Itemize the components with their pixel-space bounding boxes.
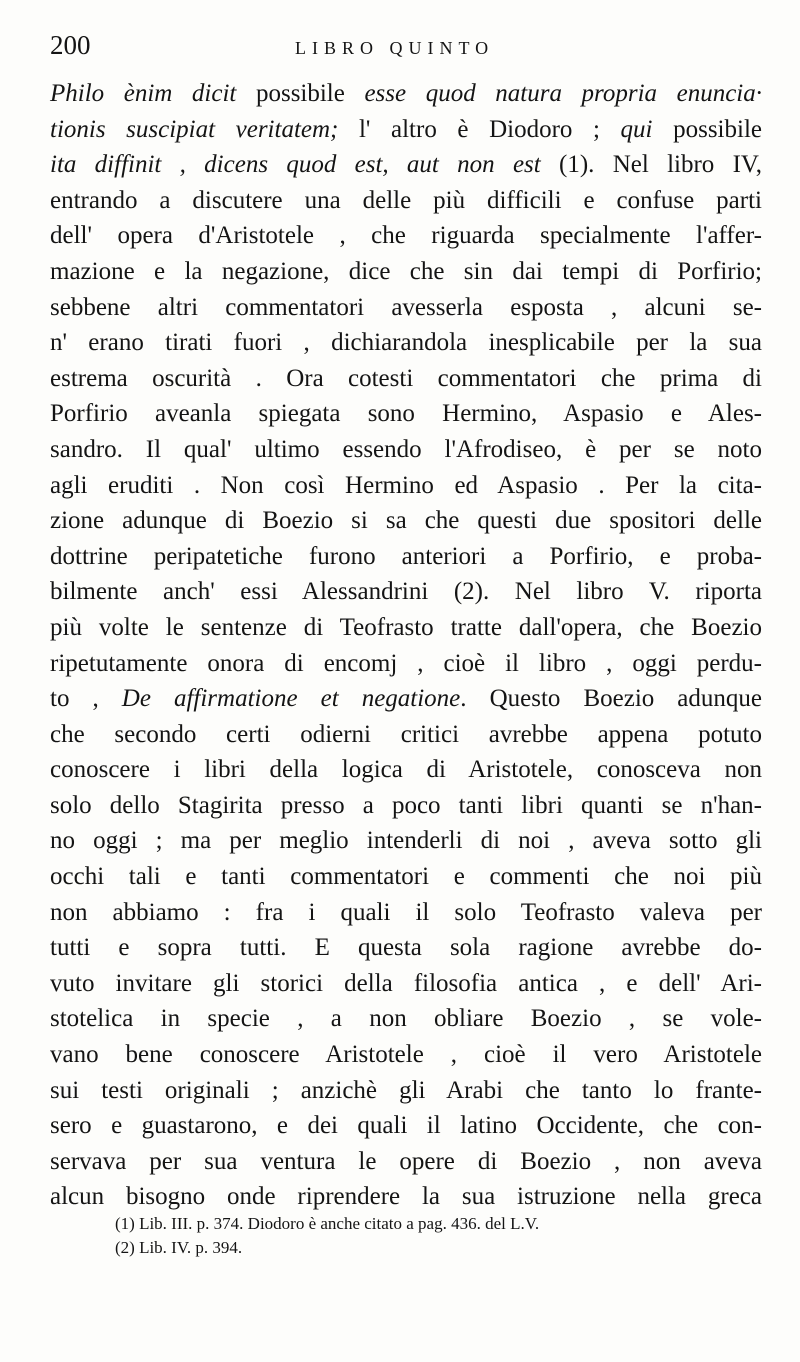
- text-segment: più volte le sentenze di Teofrasto tratte dall'opera, che Boezio: [50, 613, 762, 641]
- text-line: [50, 468, 762, 504]
- text-line: [50, 396, 762, 432]
- text-segment: sandro. Il qual' ultimo essendo l'Afrodiseo, è per se noto: [50, 435, 762, 463]
- text-line: [50, 717, 762, 753]
- text-line: [50, 1037, 762, 1073]
- text-segment: dottrine peripatetiche furono anteriori a Porfirio, e proba-: [50, 542, 762, 570]
- text-segment: estrema oscurità . Ora cotesti commentatori che prima di: [50, 364, 762, 392]
- text-line: [50, 966, 762, 1002]
- footnote: (1) Lib. III. p. 374. Diodoro è anche citato a pag. 436. del L.V.: [115, 1214, 540, 1233]
- italic-text: esse quod natura propria enuncia·: [364, 80, 762, 107]
- text-line: [50, 76, 762, 112]
- text-segment: vano bene conoscere Aristotele , cioè il vero Aristotele: [50, 1041, 762, 1069]
- text-segment: dell' opera d'Aristotele , che riguarda specialmente l'affer-: [50, 222, 762, 250]
- footnotes: [115, 1212, 755, 1260]
- text-line: [50, 1144, 762, 1180]
- text-line: [50, 895, 762, 931]
- text-line: [50, 254, 762, 290]
- italic-text: tionis suscipiat veritatem;: [50, 115, 339, 143]
- text-line: [50, 218, 762, 254]
- text-line: [50, 1179, 762, 1215]
- text-segment: agli eruditi . Non così Hermino ed Aspasio . Per la cita-: [50, 471, 762, 499]
- text-segment: conoscere i libri della logica di Aristotele, conosceva non: [50, 756, 762, 784]
- text-segment: servava per sua ventura le opere di Boezio , non aveva: [50, 1147, 762, 1175]
- text-line: [50, 859, 762, 895]
- text-segment: (1). Nel libro IV,: [540, 151, 763, 179]
- text-segment: Porfirio aveanla spiegata sono Hermino, Aspasio e Ales-: [50, 400, 762, 428]
- text-line: [50, 610, 762, 646]
- text-line: [50, 503, 762, 539]
- text-segment: sero e guastarono, e dei quali il latino Occidente, che con-: [50, 1112, 762, 1140]
- text-segment: alcun bisogno onde riprendere la sua istruzione nella greca: [50, 1183, 762, 1211]
- text-line: [50, 325, 762, 361]
- text-segment: vuto invitare gli storici della filosofia antica , e dell' Ari-: [50, 969, 762, 997]
- text-line: [50, 681, 762, 717]
- running-head: [50, 30, 765, 70]
- text-segment: mazione e la negazione, dice che sin dai tempi di Porfirio;: [50, 257, 762, 285]
- text-segment: . Questo Boezio adunque: [460, 685, 762, 713]
- page-number: 200: [50, 30, 91, 60]
- text-segment: ripetutamente onora di encomj , cioè il libro , oggi perdu-: [50, 649, 762, 677]
- text-line: [50, 930, 762, 966]
- text-segment: no oggi ; ma per meglio intenderli di noi , aveva sotto gli: [50, 827, 762, 855]
- text-line: [50, 290, 762, 326]
- text-line: [50, 147, 762, 183]
- text-line: [50, 823, 762, 859]
- text-line: [50, 361, 762, 397]
- text-line: [50, 752, 762, 788]
- text-segment: tutti e sopra tutti. E questa sola ragione avrebbe do-: [50, 934, 762, 962]
- text-segment: possibile: [236, 80, 365, 107]
- text-segment: non abbiamo : fra i quali il solo Teofrasto valeva per: [50, 898, 762, 926]
- text-segment: bilmente anch' essi Alessandrini (2). Nel libro V. riporta: [50, 578, 762, 606]
- italic-text: ita diffinit , dicens quod est, aut non est: [50, 151, 541, 179]
- text-line: [50, 1001, 762, 1037]
- footnote: (2) Lib. IV. p. 394.: [115, 1238, 243, 1257]
- text-line: [50, 788, 762, 824]
- text-segment: n' erano tirati fuori , dichiarandola inesplicabile per la sua: [50, 329, 762, 357]
- text-line: [50, 1073, 762, 1109]
- text-line: [50, 1108, 762, 1144]
- body-text: [50, 76, 762, 1215]
- text-line: [50, 574, 762, 610]
- italic-text: Philo ènim dicit: [50, 80, 237, 107]
- text-segment: possibile: [652, 115, 762, 143]
- text-segment: zione adunque di Boezio si sa che questi due spositori delle: [50, 507, 762, 535]
- text-line: [50, 432, 762, 468]
- text-line: [50, 539, 762, 575]
- italic-text: qui: [620, 115, 653, 143]
- text-segment: stotelica in specie , a non obliare Boezio , se vole-: [50, 1005, 762, 1033]
- text-line: [50, 112, 762, 148]
- text-segment: to ,: [50, 685, 122, 713]
- italic-text: De affirmatione et negatione: [121, 685, 461, 713]
- text-segment: entrando a discutere una delle più difficili e confuse parti: [50, 186, 762, 214]
- text-line: [50, 183, 762, 219]
- text-line: [50, 646, 762, 682]
- running-title: LIBRO QUINTO: [295, 38, 495, 58]
- text-segment: sui testi originali ; anzichè gli Arabi che tanto lo frante-: [50, 1076, 762, 1104]
- text-segment: sebbene altri commentatori avesserla esposta , alcuni se-: [50, 293, 762, 321]
- text-segment: che secondo certi odierni critici avrebbe appena potuto: [50, 720, 762, 748]
- text-segment: l' altro è Diodoro ;: [338, 115, 621, 143]
- text-segment: occhi tali e tanti commentatori e commenti che noi più: [50, 863, 762, 891]
- text-segment: solo dello Stagirita presso a poco tanti libri quanti se n'han-: [50, 791, 762, 819]
